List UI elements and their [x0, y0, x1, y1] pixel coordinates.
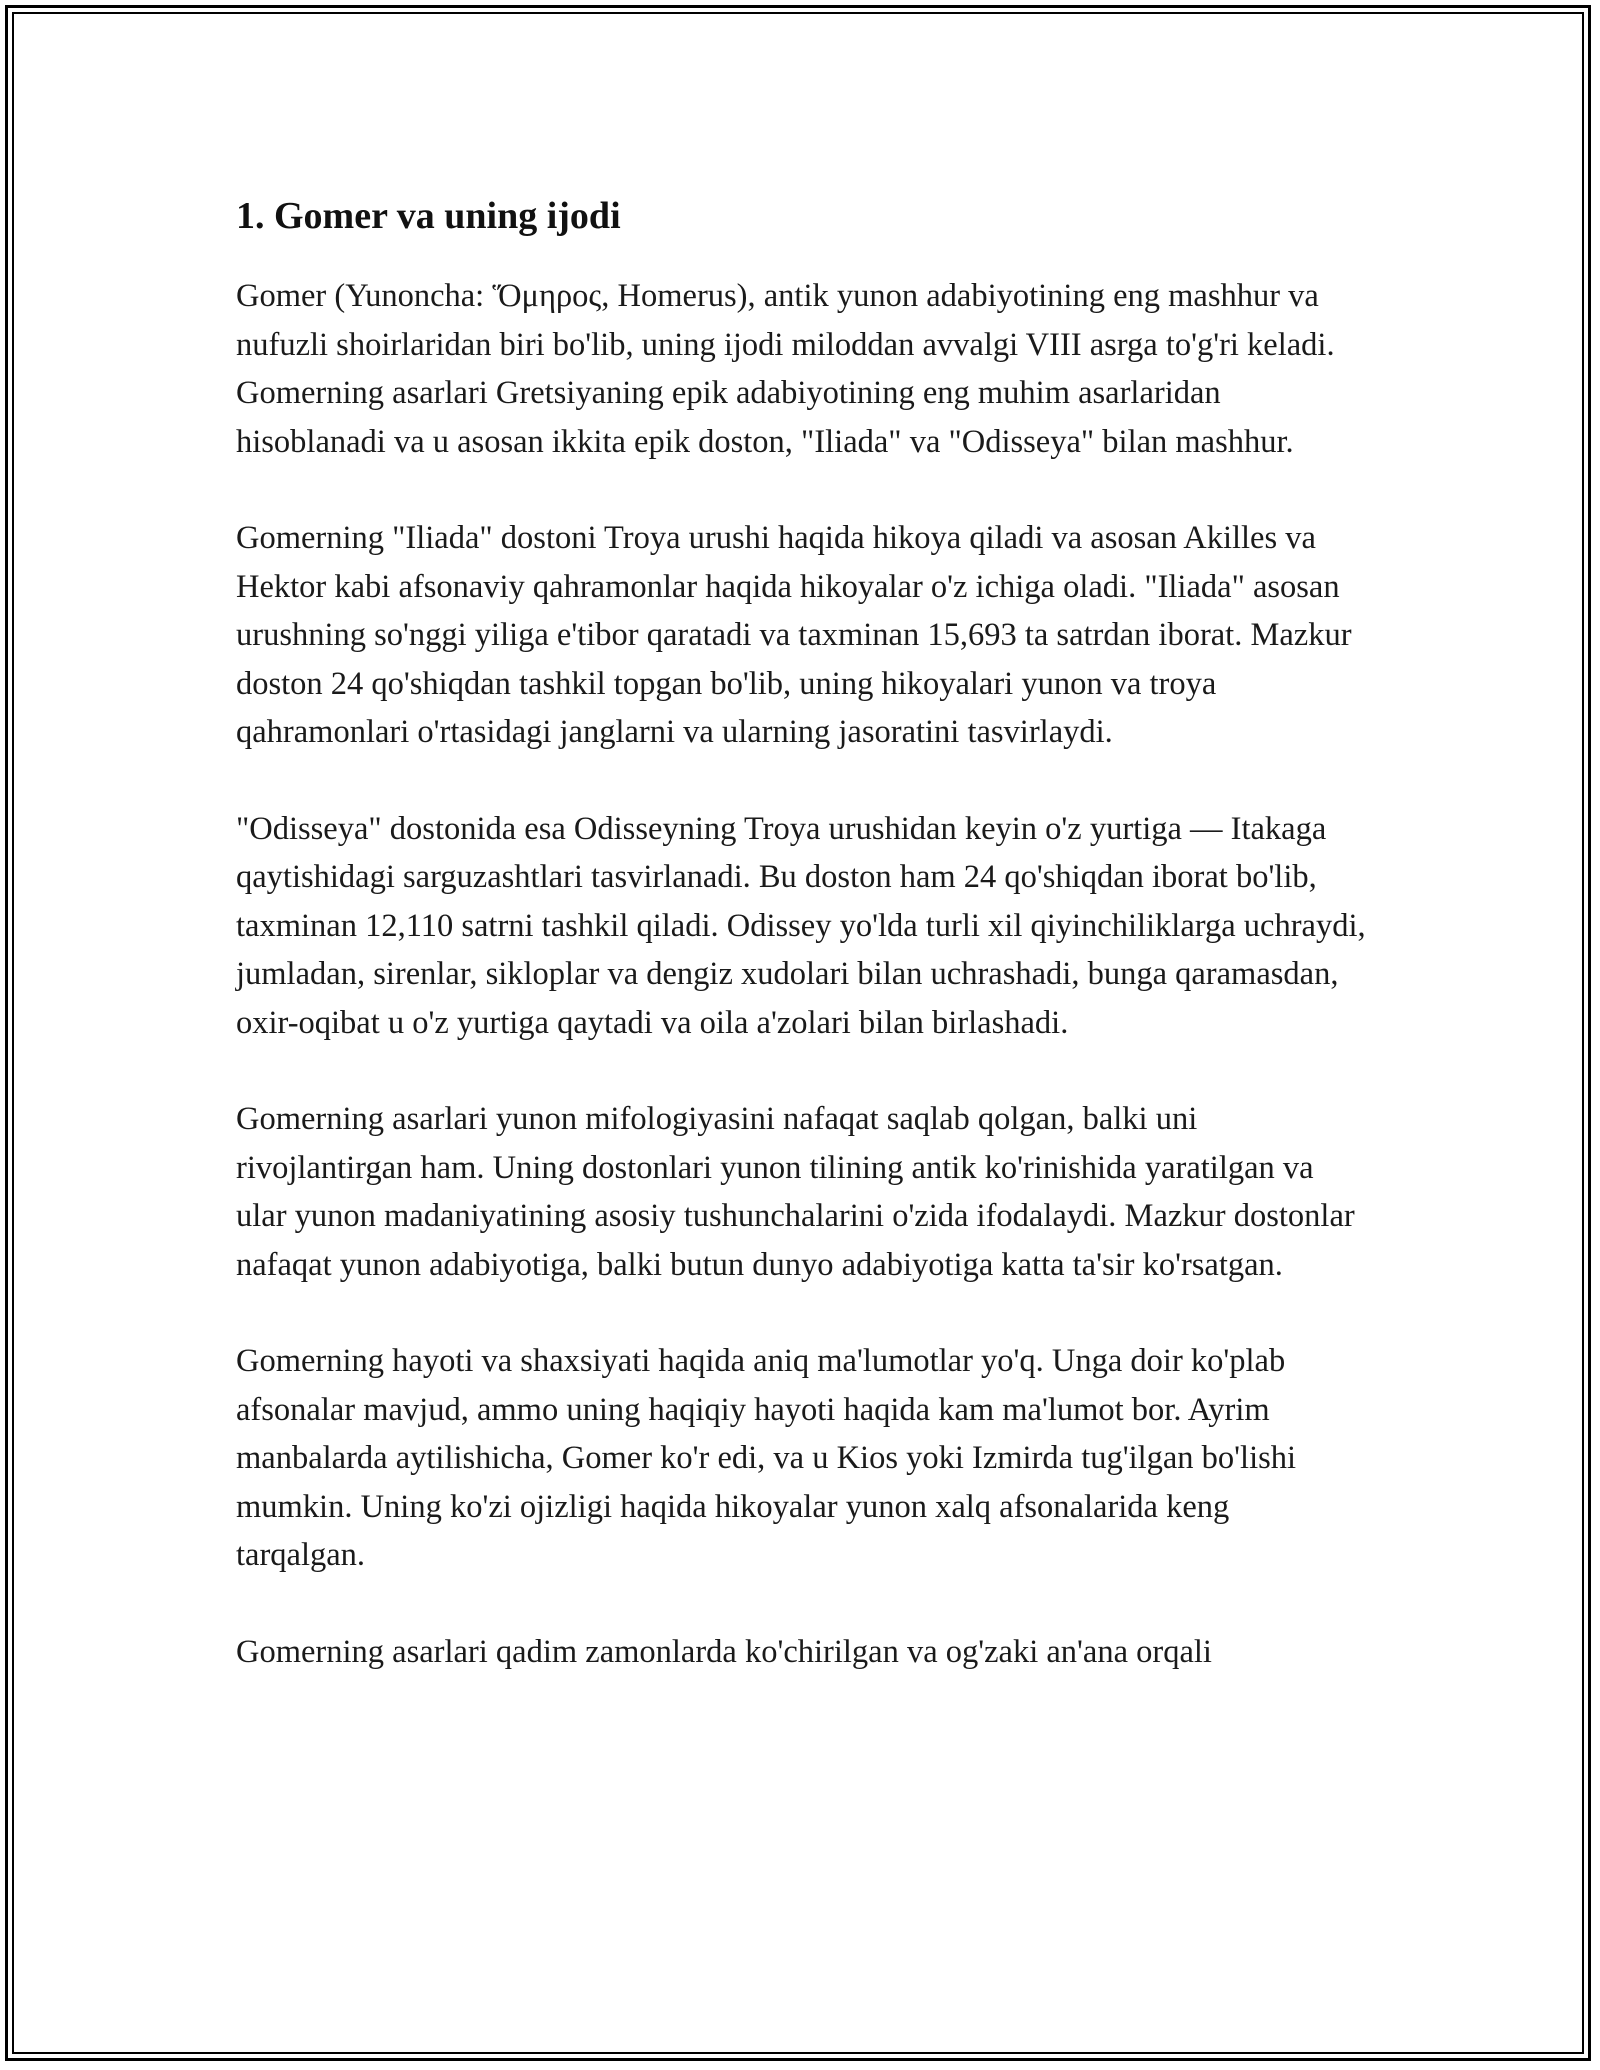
- section-heading: 1. Gomer va uning ijodi: [236, 195, 621, 237]
- paragraph-iliada: Gomerning "Iliada" dostoni Troya urushi haqida hikoya qiladi va asosan Akilles va Hektor kabi afsonaviy qahramonlar haqida hikoyalar o'z ichiga oladi. "Iliada" asosan urushning so'nggi yiliga e'tibor qaratadi va taxminan 15,693 ta satrdan iborat. Mazkur doston 24 qo'shiqdan tashkil topgan bo'lib, uning hikoyalari yunon va troya qahramonlari o'rtasidagi janglarni va ularning jasoratini tasvirlaydi.: [236, 520, 1352, 750]
- paragraph-biography: Gomerning hayoti va shaxsiyati haqida aniq ma'lumotlar yo'q. Unga doir ko'plab afsonalar mavjud, ammo uning haqiqiy hayoti haqida kam ma'lumot bor. Ayrim manbalarda aytilishicha, Gomer ko'r edi, va u Kios yoki Izmirda tug'ilgan bo'lishi mumkin. Uning ko'zi ojizligi haqida hikoyalar yunon xalq afsonalarida keng tarqalgan.: [236, 1343, 1297, 1573]
- paragraph-odisseya: "Odisseya" dostonida esa Odisseyning Troya urushidan keyin o'z yurtiga — Itakaga qaytishidagi sarguzashtlari tasvirlanadi. Bu doston ham 24 qo'shiqdan iborat bo'lib, taxminan 12,110 satrni tashkil qiladi. Odissey yo'lda turli xil qiyinchiliklarga uchraydi, jumladan, sirenlar, sikloplar va dengiz xudolari bilan uchrashadi, bunga qaramasdan, oxir-oqibat u o'z yurtiga qaytadi va oila a'zolari bilan birlashadi.: [236, 810, 1366, 1041]
- paragraph-intro: Gomer (Yunoncha: Ὅμηρος, Homerus), antik yunon adabiyotining eng mashhur va nufuzli shoirlaridan biri bo'lib, uning ijodi miloddan avvalgi VIII asrga to'g'ri keladi. Gomerning asarlari Gretsiyaning epik adabiyotining eng muhim asarlaridan hisoblanadi va u asosan ikkita epik doston, "Iliada" va "Odisseya" bilan mashhur.: [236, 278, 1335, 460]
- document-body: [236, 186, 1366, 1676]
- paragraph-transmission: Gomerning asarlari qadim zamonlarda ko'chirilgan va og'zaki an'ana orqali: [236, 1633, 1212, 1670]
- paragraph-influence: Gomerning asarlari yunon mifologiyasini nafaqat saqlab qolgan, balki uni rivojlantirgan ham. Uning dostonlari yunon tilining antik ko'rinishida yaratilgan va ular yunon madaniyatining asosiy tushunchalarini o'zida ifodalaydi. Mazkur dostonlar nafaqat yunon adabiyotiga, balki butun dunyo adabiyotiga katta ta'sir ko'rsatgan.: [236, 1101, 1355, 1283]
